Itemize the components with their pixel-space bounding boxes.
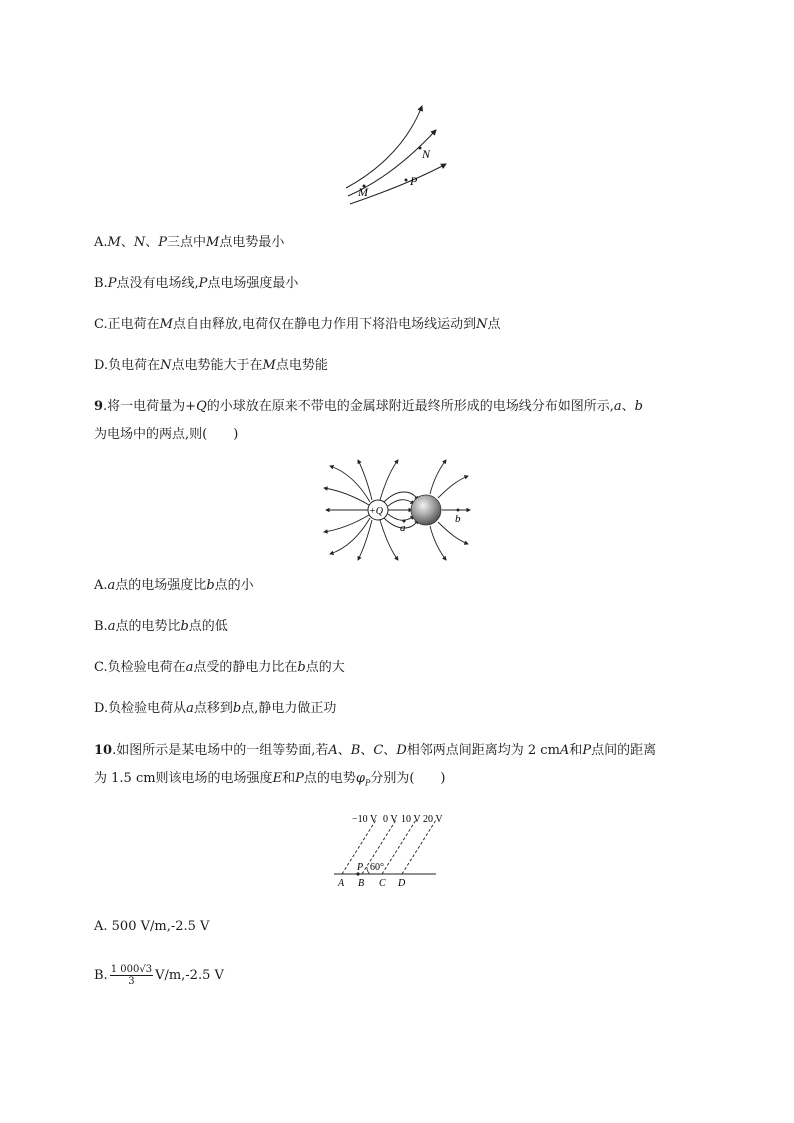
potential-label-1: −10 V	[352, 814, 378, 825]
fraction: $\frac{1 000√3}{3}$	[110, 964, 153, 987]
q9-option-a[interactable]: A.a点的电场强度比b点的小	[94, 578, 254, 593]
q10-stem-line1: 10.如图所示是某电场中的一组等势面,若A、B、C、D相邻两点间距离均为 2 cmA和P点间的距离	[94, 743, 657, 758]
q8-option-d[interactable]: D.负电荷在N点电势能大于在M点电势能	[94, 358, 328, 373]
label-a: a	[400, 522, 406, 534]
q9-stem-line1: 9.将一电荷量为+Q的小球放在原来不带电的金属球附近最终所形成的电场线分布如图所示,a、b	[94, 399, 643, 414]
charge-sphere-figure	[322, 460, 472, 560]
q10-option-b[interactable]: B. $\frac{1 000√3}{3}$ V/m,-2.5 V	[94, 964, 224, 987]
equipotential-figure	[330, 810, 443, 890]
q8-option-a[interactable]: A.M、N、P三点中M点电势最小	[94, 235, 285, 250]
q9-option-c[interactable]: C.负检验电荷在a点受的静电力比在b点的大	[94, 660, 345, 675]
label-b: b	[455, 513, 461, 525]
equipotential-line-3	[382, 820, 416, 874]
q8-option-b[interactable]: B.P点没有电场线,P点电场强度最小	[94, 276, 299, 291]
point-label-D: D	[398, 878, 406, 889]
point-P-dot	[405, 179, 408, 182]
point-label-A: A	[338, 878, 345, 889]
equipotential-line-4	[402, 820, 436, 874]
potential-label-2: 0 V	[383, 814, 398, 825]
q9-option-b[interactable]: B.a点的电势比b点的低	[94, 619, 228, 634]
point-b-dot	[457, 509, 460, 512]
label-P: P	[357, 862, 364, 873]
point-label-B: B	[358, 878, 365, 889]
metal-sphere	[411, 495, 441, 525]
q9-option-d[interactable]: D.负检验电荷从a点移到b点,静电力做正功	[94, 701, 337, 716]
q8-option-c[interactable]: C.正电荷在M点自由释放,电荷仅在静电力作用下将沿电场线运动到N点	[94, 317, 501, 332]
q10-option-a[interactable]: A. 500 V/m,-2.5 V	[94, 919, 210, 934]
potential-label-4: 20 V	[423, 814, 443, 825]
label-M: M	[358, 185, 368, 199]
q9-stem-line2: 为电场中的两点,则( )	[94, 427, 239, 442]
potential-label-3: 10 V	[401, 814, 421, 825]
q10-stem-line2: 为 1.5 cm则该电场的电场强度E和P点的电势$\varphi_P$分别为( )	[94, 771, 446, 788]
charge-label: +Q	[369, 506, 383, 517]
label-P: P	[410, 174, 418, 188]
label-N: N	[422, 147, 431, 161]
point-label-C: C	[379, 878, 386, 889]
field-lines-figure	[330, 100, 450, 210]
angle-label: 60°	[370, 862, 384, 873]
